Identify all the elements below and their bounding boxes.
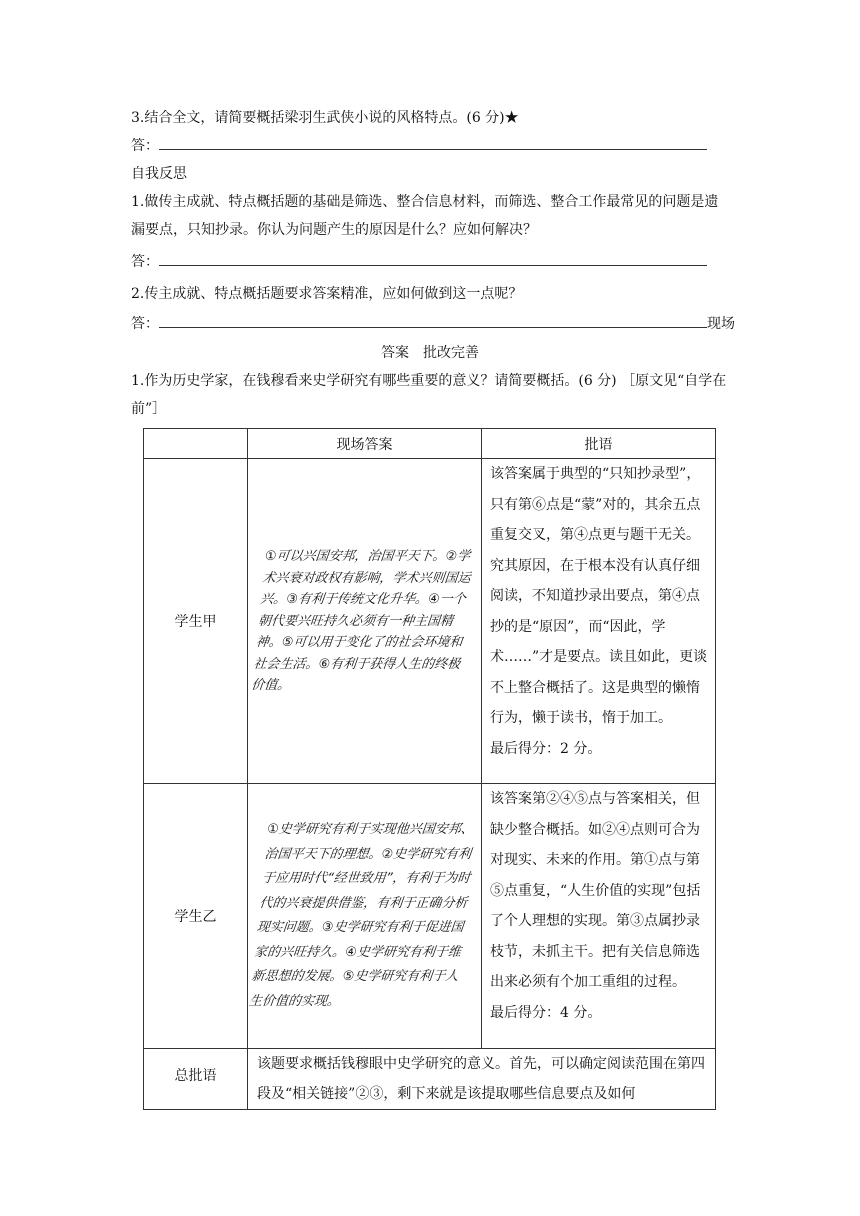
question-1: 1.作为历史学家，在钱穆看来史学研究有哪些重要的意义？请简要概括。(6 分) ［原文见“自学在前”］ [131, 373, 727, 417]
table-header-row [144, 429, 716, 459]
answer-line-reflection-2 [131, 313, 735, 333]
answer-line-q3 [131, 135, 707, 155]
header-comment: 批语 [482, 429, 716, 459]
table-row-student-a [144, 459, 716, 784]
score-text: 最后得分：4 分。 [490, 1004, 602, 1021]
reflection-item-2: 2.传主成就、特点概括题要求答案精准，应如何做到这一点呢？ [131, 286, 523, 302]
table-row-summary [144, 1049, 716, 1110]
answer-blank [159, 253, 707, 266]
handwritten-answer-image: ①可以兴国安邦，治国平天下。②学术兴衰对政权有影响，学术兴则国运兴。③有利于传统文化升华。④一个朝代要兴旺持久必须有一种主国精神。⑤可以用于变化了的社会环境和社会生活。⑥有利于获得人生的终极价值。 [250, 548, 472, 693]
summary-label: 总批语 [144, 1049, 248, 1110]
question-3: 3.结合全文，请简要概括梁羽生武侠小说的风格特点。(6 分)★ [131, 110, 519, 126]
handwritten-answer-image: ①史学研究有利于实现他兴国安邦、治国平天下的理想。②史学研究有利于应用时代“经世致用”，有利于为时代的兴衰提供借鉴，有利于正确分析现实问题。③史学研究有利于促进国家的兴旺持久。④史学研究有利于维新思想的发展。⑤史学研究有利于人生价值的实现。 [248, 822, 475, 1009]
reflection-title: 自我反思 [131, 166, 187, 182]
answer-line-reflection-1 [131, 251, 707, 271]
answer-label: 答： [131, 138, 159, 154]
trailing-text: 现场 [707, 316, 735, 332]
answer-blank [159, 137, 707, 150]
table-row-student-b [144, 784, 716, 1049]
header-empty [144, 429, 248, 459]
student-label: 学生乙 [144, 784, 248, 1049]
answer-label: 答： [131, 316, 159, 332]
section-title: 答案 批改完善 [381, 345, 479, 361]
comment-text: 该答案第②④⑤点与答案相关，但缺少整合概括。如②④点则可合为对现实、未来的作用。第①点与第⑤点重复，“人生价值的实现”包括了个人理想的实现。第③点属抄录枝节，未抓主干。把有关信息筛选出来必须有个加工重组的过程。 [490, 791, 701, 990]
summary-text: 该题要求概括钱穆眼中史学研究的意义。首先，可以确定阅读范围在第四段及“相关链接”②③，剩下来就是该提取哪些信息要点及如何 [248, 1049, 716, 1110]
reflection-item-1: 1.做传主成就、特点概括题的基础是筛选、整合信息材料，而筛选、整合工作最常见的问题是遗漏要点，只知抄录。你认为问题产生的原因是什么？应如何解决？ [131, 194, 719, 238]
comment-text: 该答案属于典型的“只知抄录型”，只有第⑥点是“蒙”对的，其余五点重复交叉，第④点更与题干无关。究其原因，在于根本没有认真仔细阅读，不知道抄录出要点，第④点抄的是“原因”，而“因此，学术……”才是要点。读且如此，更谈不上整合概括了。这是典型的懒惰行为，懒于读书，惰于加工。 [490, 466, 708, 726]
grading-table [143, 428, 716, 1110]
header-live-answer: 现场答案 [248, 429, 482, 459]
student-label: 学生甲 [144, 459, 248, 784]
answer-label: 答： [131, 254, 159, 270]
answer-blank [159, 315, 707, 328]
score-text: 最后得分：2 分。 [490, 740, 602, 757]
